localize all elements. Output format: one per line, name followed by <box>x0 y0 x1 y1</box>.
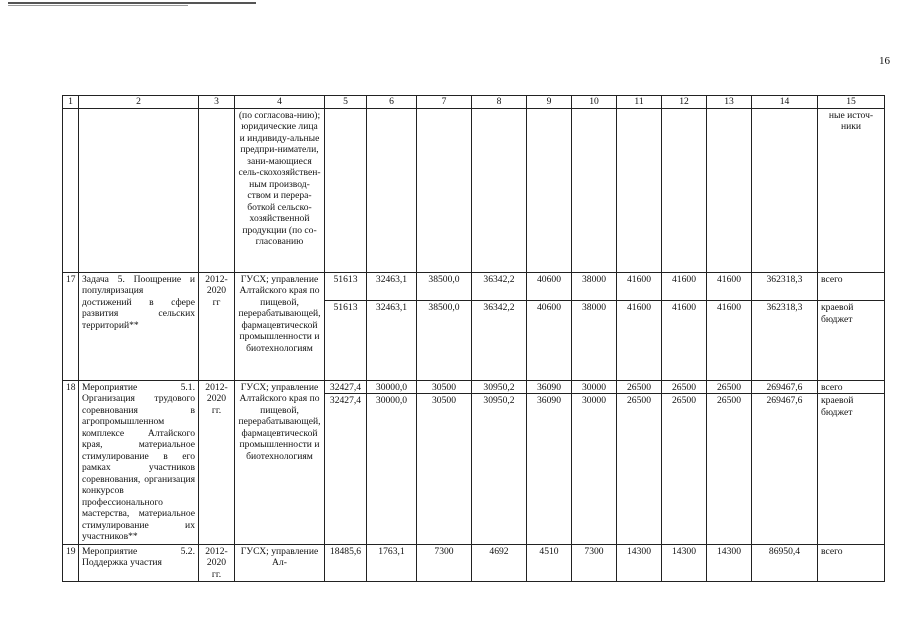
value-cell: 30000,0 <box>367 393 416 408</box>
value-cell: 7300 <box>572 544 617 582</box>
column-number-row <box>63 96 885 109</box>
column-number: 3 <box>199 96 235 109</box>
value-cell: 41600 <box>662 300 706 315</box>
column-number: 1 <box>63 96 79 109</box>
total-cell: 362318,3 <box>766 273 803 285</box>
column-number: 9 <box>527 96 572 109</box>
column-number: 11 <box>617 96 662 109</box>
value-cell: 30950,2 <box>483 381 515 393</box>
funding-source: всего <box>821 381 843 393</box>
value-cell: 30000 <box>572 393 616 408</box>
value-cell: 26500 <box>617 393 661 408</box>
value-cell: 4692 <box>472 544 527 582</box>
period-cell: 2012-2020 гг <box>199 272 235 380</box>
column-number: 2 <box>79 96 199 109</box>
value-cell: 26500 <box>672 381 696 393</box>
value-cell: 26500 <box>662 393 706 408</box>
column-number: 13 <box>707 96 752 109</box>
program-table <box>62 95 885 582</box>
total-cell: 86950,4 <box>752 544 818 582</box>
funding-source: всего <box>818 544 885 582</box>
column-number: 5 <box>325 96 367 109</box>
scan-artifact-line <box>8 5 188 6</box>
value-cell: 32427,4 <box>329 381 362 393</box>
scan-artifact-line <box>8 2 256 4</box>
row-number: 17 <box>63 272 79 380</box>
executor-cell: (по согласова-нию); юридические лица и индивиду-альные предпри-ниматели, зани-мающиеся сель-скохозяйствен-ным производ-ством и перера-боткой сельско-хозяйственной продукции (по со-гласованию <box>235 108 325 272</box>
value-cell: 32427,4 <box>325 393 366 408</box>
value-cell: 30000,0 <box>375 381 408 393</box>
value-cell: 14300 <box>662 544 707 582</box>
value-cell: 41600 <box>707 300 751 315</box>
value-cell: 26500 <box>627 381 651 393</box>
table-row <box>63 544 885 582</box>
value-cell: 32463,1 <box>367 300 416 315</box>
column-number: 12 <box>662 96 707 109</box>
page-number: 16 <box>879 55 890 67</box>
value-cell: 36090 <box>527 393 571 408</box>
value-cell: 30500 <box>432 381 456 393</box>
funding-source: краевой бюджет <box>818 300 884 326</box>
executor-cell: ГУСХ; управление Алтайского края по пищевой, перерабатывающей, фармацевтической промышленности и биотехнологиям <box>235 380 325 544</box>
value-cell: 14300 <box>707 544 752 582</box>
value-cell: 26500 <box>707 393 751 408</box>
activity-name: Задача 5. Поощрение и популяризация достижений в сфере развития сельских территорий** <box>79 272 199 380</box>
column-number: 10 <box>572 96 617 109</box>
source-cell: ные источ-ники <box>818 108 885 272</box>
column-number: 14 <box>752 96 818 109</box>
value-cell: 38000 <box>582 273 606 285</box>
column-number: 6 <box>367 96 417 109</box>
value-cell: 40600 <box>537 273 561 285</box>
value-cell: 7300 <box>417 544 472 582</box>
column-number: 15 <box>818 96 885 109</box>
activity-name: Мероприятие 5.1. Организация трудового соревнования в агропромышленном комплексе Алтайского края, материальное стимулирование в его рамках участников соревнования, организация конкурсов профессионального мастерства, материальное стимулирование их участников** <box>79 380 199 544</box>
total-cell: 269467,6 <box>766 381 803 393</box>
column-number: 4 <box>235 96 325 109</box>
funding-source: краевой бюджет <box>818 393 884 419</box>
value-cell: 30000 <box>582 381 606 393</box>
value-cell: 51613 <box>325 300 366 315</box>
table-row <box>63 272 885 380</box>
table-row <box>63 380 885 544</box>
value-cell: 30500 <box>417 393 471 408</box>
value-cell: 41600 <box>717 273 741 285</box>
period-cell: 2012-2020 гг. <box>199 544 235 582</box>
value-cell: 36342,2 <box>472 300 526 315</box>
total-cell: 362318,3 <box>752 300 817 315</box>
value-cell: 30950,2 <box>472 393 526 408</box>
value-cell: 38500,0 <box>428 273 460 285</box>
value-cell: 14300 <box>617 544 662 582</box>
value-cell: 32463,1 <box>375 273 408 285</box>
value-cell: 41600 <box>672 273 696 285</box>
column-number: 8 <box>472 96 527 109</box>
value-cell: 36342,2 <box>483 273 515 285</box>
value-cell: 1763,1 <box>367 544 417 582</box>
value-cell: 41600 <box>627 273 651 285</box>
value-cell: 38000 <box>572 300 616 315</box>
value-cell: 38500,0 <box>417 300 471 315</box>
row-number: 19 <box>63 544 79 582</box>
value-cell: 36090 <box>537 381 561 393</box>
value-cell: 41600 <box>617 300 661 315</box>
value-cell: 26500 <box>717 381 741 393</box>
funding-source: всего <box>821 273 843 285</box>
row-number: 18 <box>63 380 79 544</box>
activity-name: Мероприятие 5.2. Поддержка участия <box>79 544 199 582</box>
executor-cell: ГУСХ; управление Ал- <box>235 544 325 582</box>
column-number: 7 <box>417 96 472 109</box>
value-cell: 40600 <box>527 300 571 315</box>
value-cell: 51613 <box>333 273 358 285</box>
value-cell: 4510 <box>527 544 572 582</box>
executor-cell: ГУСХ; управление Алтайского края по пищевой, перерабатывающей, фармацевтической промышленности и биотехнологиям <box>235 272 325 380</box>
total-cell: 269467,6 <box>752 393 817 408</box>
continuation-row <box>63 108 885 272</box>
value-cell: 18485,6 <box>325 544 367 582</box>
period-cell: 2012-2020 гг. <box>199 380 235 544</box>
